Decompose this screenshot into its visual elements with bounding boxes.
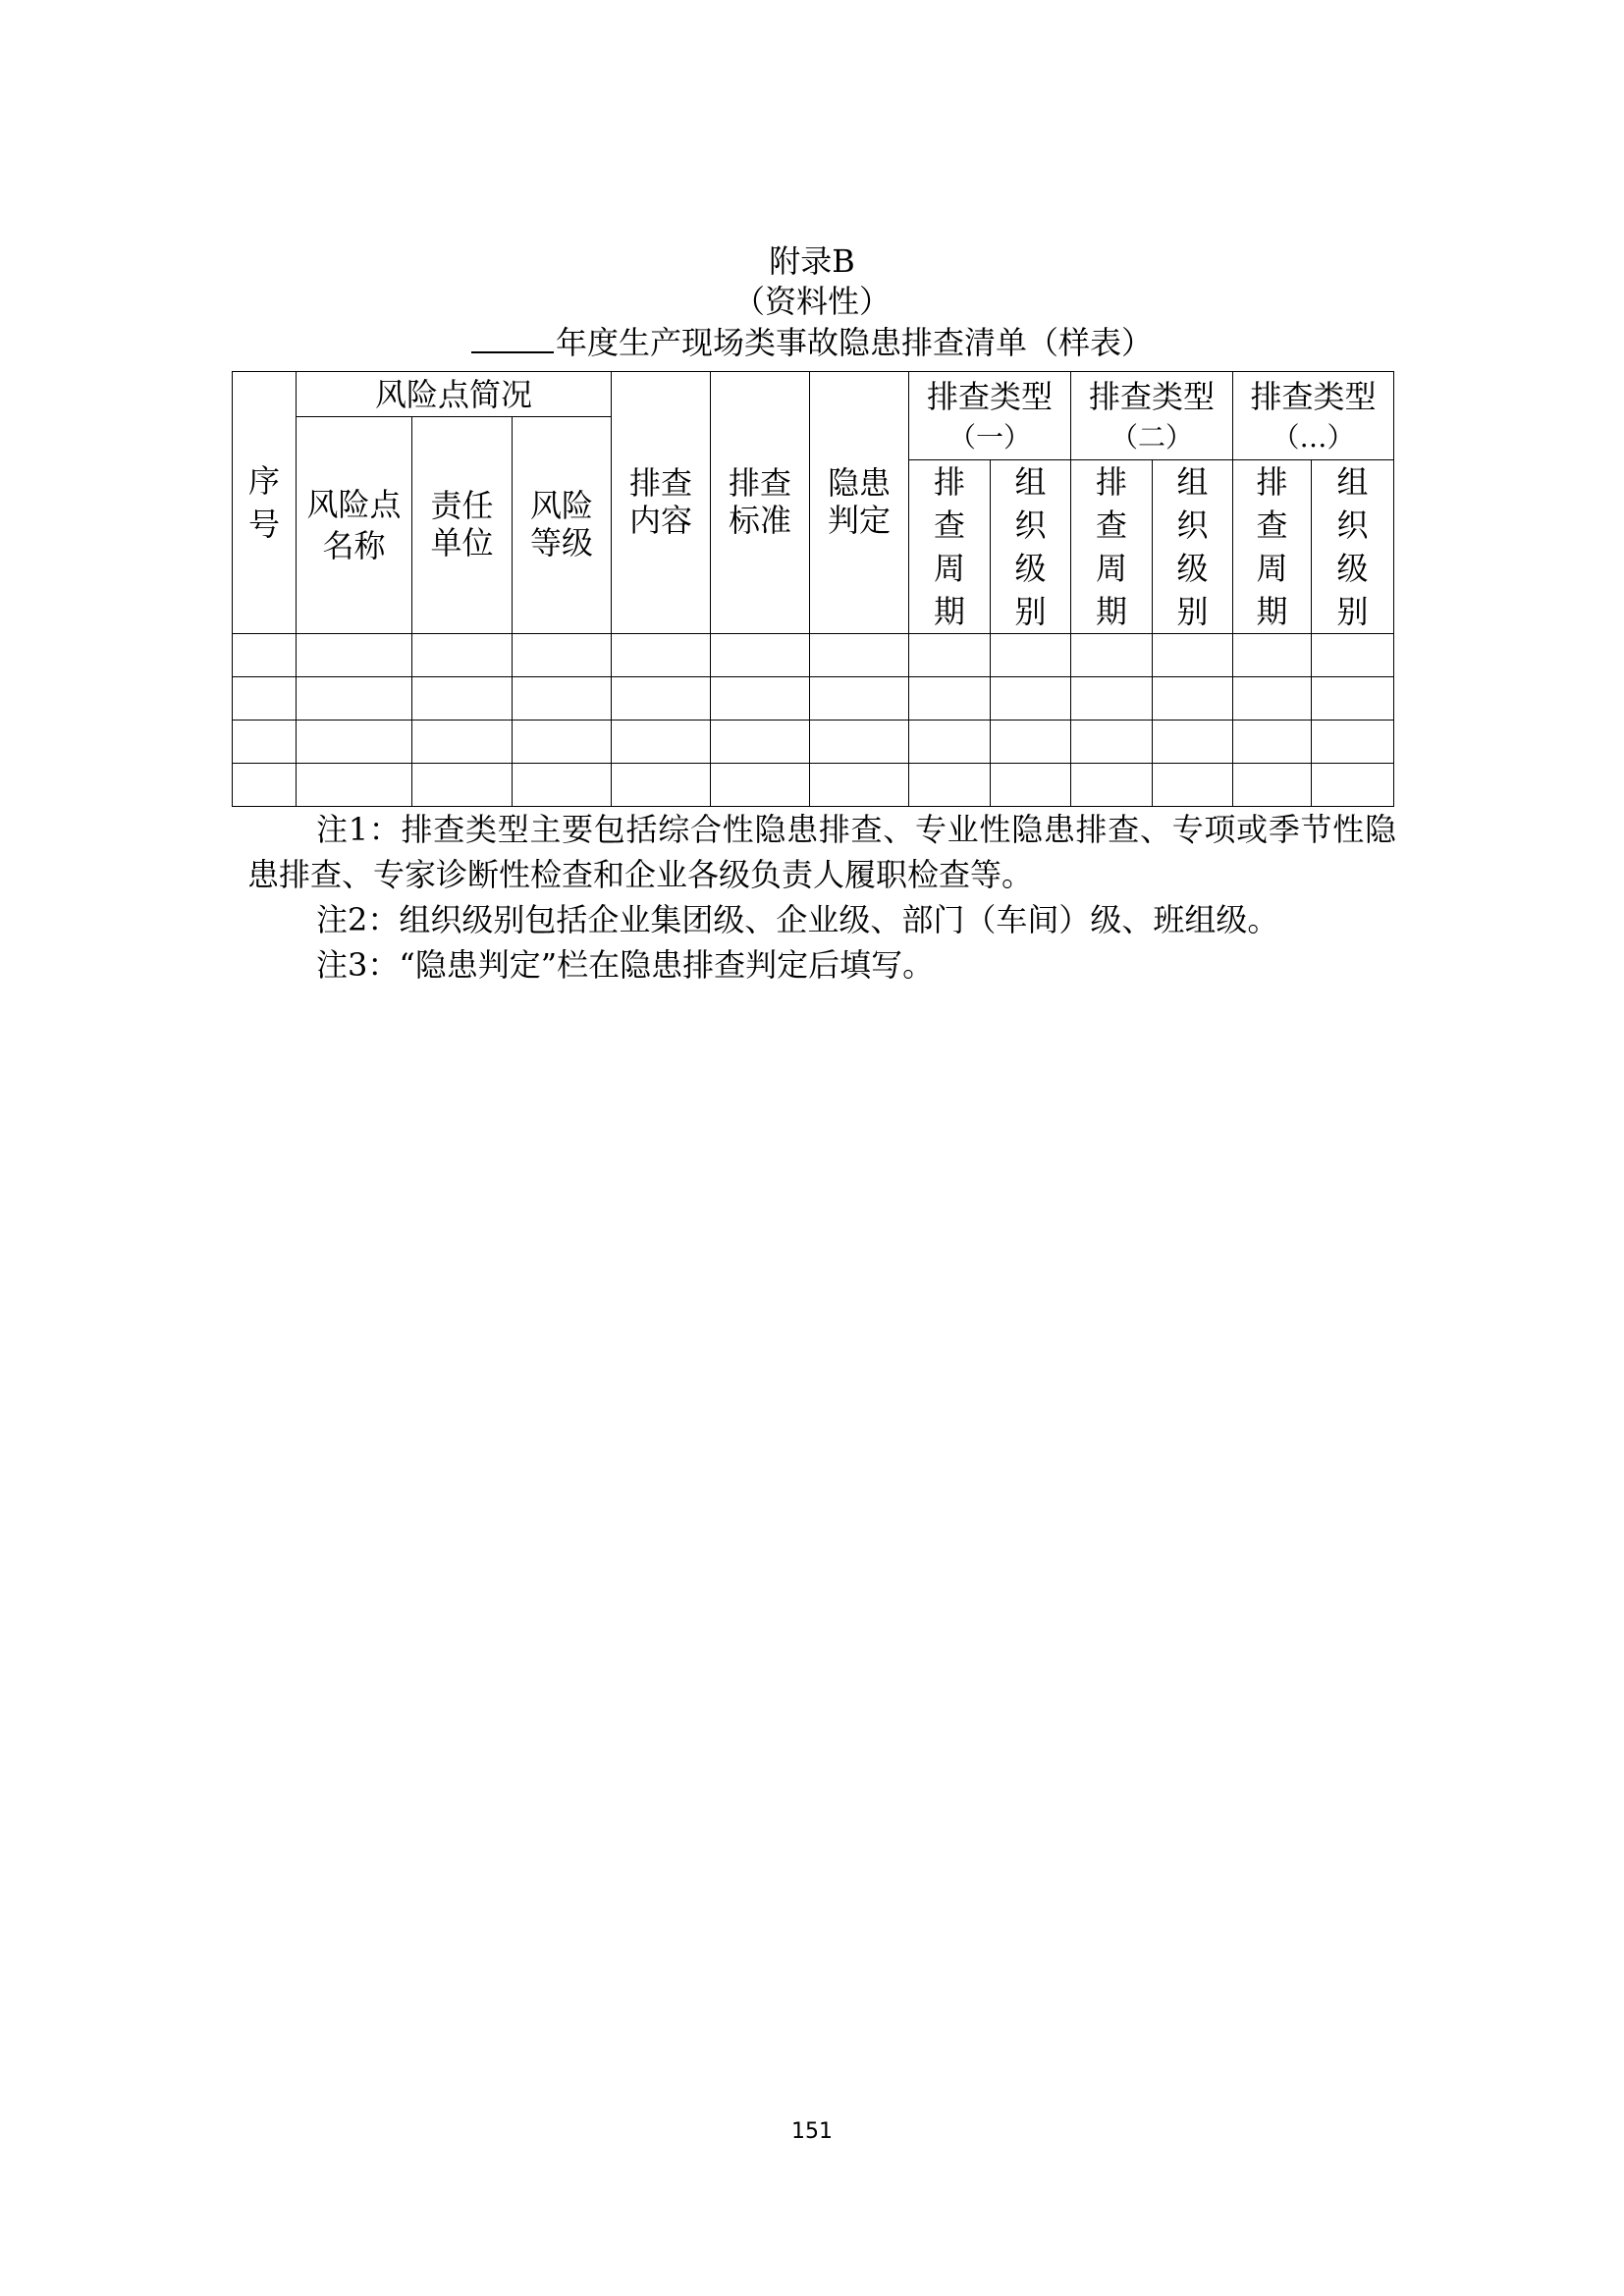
table-cell[interactable] <box>1153 764 1233 807</box>
table-cell[interactable] <box>513 764 612 807</box>
table-cell[interactable] <box>909 677 991 721</box>
table-cell[interactable] <box>1071 721 1153 764</box>
table-cell[interactable] <box>1312 634 1394 677</box>
table-cell[interactable] <box>991 764 1071 807</box>
table-cell[interactable] <box>1153 677 1233 721</box>
table-cell[interactable] <box>1071 677 1153 721</box>
table-cell[interactable] <box>810 721 909 764</box>
table-cell[interactable] <box>297 634 412 677</box>
table-cell[interactable] <box>513 677 612 721</box>
table-cell[interactable] <box>297 764 412 807</box>
table-cell[interactable] <box>991 721 1071 764</box>
header-cycle-3: 排查周期 <box>1233 460 1312 634</box>
table-cell[interactable] <box>991 634 1071 677</box>
document-title <box>0 322 1624 362</box>
table-cell[interactable] <box>297 721 412 764</box>
table-cell[interactable] <box>1312 764 1394 807</box>
appendix-label: 附录B <box>769 242 855 280</box>
header-type-1: 排查类型 （一） <box>909 372 1071 460</box>
table-cell[interactable] <box>612 721 711 764</box>
table-cell[interactable] <box>711 677 810 721</box>
table-cell[interactable] <box>1312 721 1394 764</box>
table-cell[interactable] <box>1233 634 1312 677</box>
table-cell[interactable] <box>612 634 711 677</box>
table-cell[interactable] <box>1233 721 1312 764</box>
table-cell[interactable] <box>991 677 1071 721</box>
table-cell[interactable] <box>412 764 513 807</box>
table-cell[interactable] <box>909 634 991 677</box>
header-org-level-3: 组织级别 <box>1312 460 1394 634</box>
table-cell[interactable] <box>513 721 612 764</box>
table-cell[interactable] <box>412 721 513 764</box>
table-cell[interactable] <box>233 721 297 764</box>
year-blank-field <box>471 322 554 353</box>
table-cell[interactable] <box>1233 677 1312 721</box>
table-cell[interactable] <box>810 764 909 807</box>
header-org-level-1: 组织级别 <box>991 460 1071 634</box>
table-cell[interactable] <box>810 634 909 677</box>
header-org-level-2: 组织级别 <box>1153 460 1233 634</box>
table-cell[interactable] <box>810 677 909 721</box>
notes-section <box>247 807 1396 988</box>
table-cell[interactable] <box>513 634 612 677</box>
header-type-2: 排查类型 （二） <box>1071 372 1233 460</box>
table-row <box>233 764 1394 807</box>
table-cell[interactable] <box>1071 634 1153 677</box>
appendix-nature: （资料性） <box>732 283 891 320</box>
table-cell[interactable] <box>612 764 711 807</box>
header-check-standard: 排查标准 <box>711 372 810 634</box>
table-cell[interactable] <box>412 677 513 721</box>
note-1: 注1：排查类型主要包括综合性隐患排查、专业性隐患排查、专项或季节性隐患排查、专家诊断性检查和企业各级负责人履职检查等。 <box>247 811 1396 893</box>
header-check-content: 排查内容 <box>612 372 711 634</box>
note-2: 注2：组织级别包括企业集团级、企业级、部门（车间）级、班组级。 <box>316 901 1279 938</box>
table-cell[interactable] <box>711 764 810 807</box>
table-cell[interactable] <box>233 634 297 677</box>
table-cell[interactable] <box>612 677 711 721</box>
header-risk-group: 风险点简况 <box>297 372 612 417</box>
table-cell[interactable] <box>1153 721 1233 764</box>
table-cell[interactable] <box>412 634 513 677</box>
table-cell[interactable] <box>711 634 810 677</box>
note-3: 注3：“隐患判定”栏在隐患排查判定后填写。 <box>316 946 935 984</box>
table-cell[interactable] <box>233 764 297 807</box>
table-cell[interactable] <box>1071 764 1153 807</box>
table-row <box>233 677 1394 721</box>
table-cell[interactable] <box>909 721 991 764</box>
header-risk-level: 风险等级 <box>513 417 612 634</box>
title-text: 年度生产现场类事故隐患排查清单（样表） <box>555 324 1153 361</box>
header-type-3: 排查类型 （…） <box>1233 372 1394 460</box>
table-cell[interactable] <box>297 677 412 721</box>
table-cell[interactable] <box>1233 764 1312 807</box>
header-risk-unit: 责任单位 <box>412 417 513 634</box>
table-cell[interactable] <box>909 764 991 807</box>
table-row <box>233 721 1394 764</box>
hazard-checklist-table <box>232 371 1394 807</box>
table-cell[interactable] <box>1153 634 1233 677</box>
header-cycle-2: 排查周期 <box>1071 460 1153 634</box>
header-cycle-1: 排查周期 <box>909 460 991 634</box>
table-cell[interactable] <box>1312 677 1394 721</box>
header-risk-name: 风险点名称 <box>297 417 412 634</box>
header-hazard-judgement: 隐患判定 <box>810 372 909 634</box>
table-body <box>233 634 1394 807</box>
table-cell[interactable] <box>233 677 297 721</box>
header-seq: 序号 <box>233 372 297 634</box>
page-number: 151 <box>791 2119 833 2144</box>
table-cell[interactable] <box>711 721 810 764</box>
table-row <box>233 634 1394 677</box>
